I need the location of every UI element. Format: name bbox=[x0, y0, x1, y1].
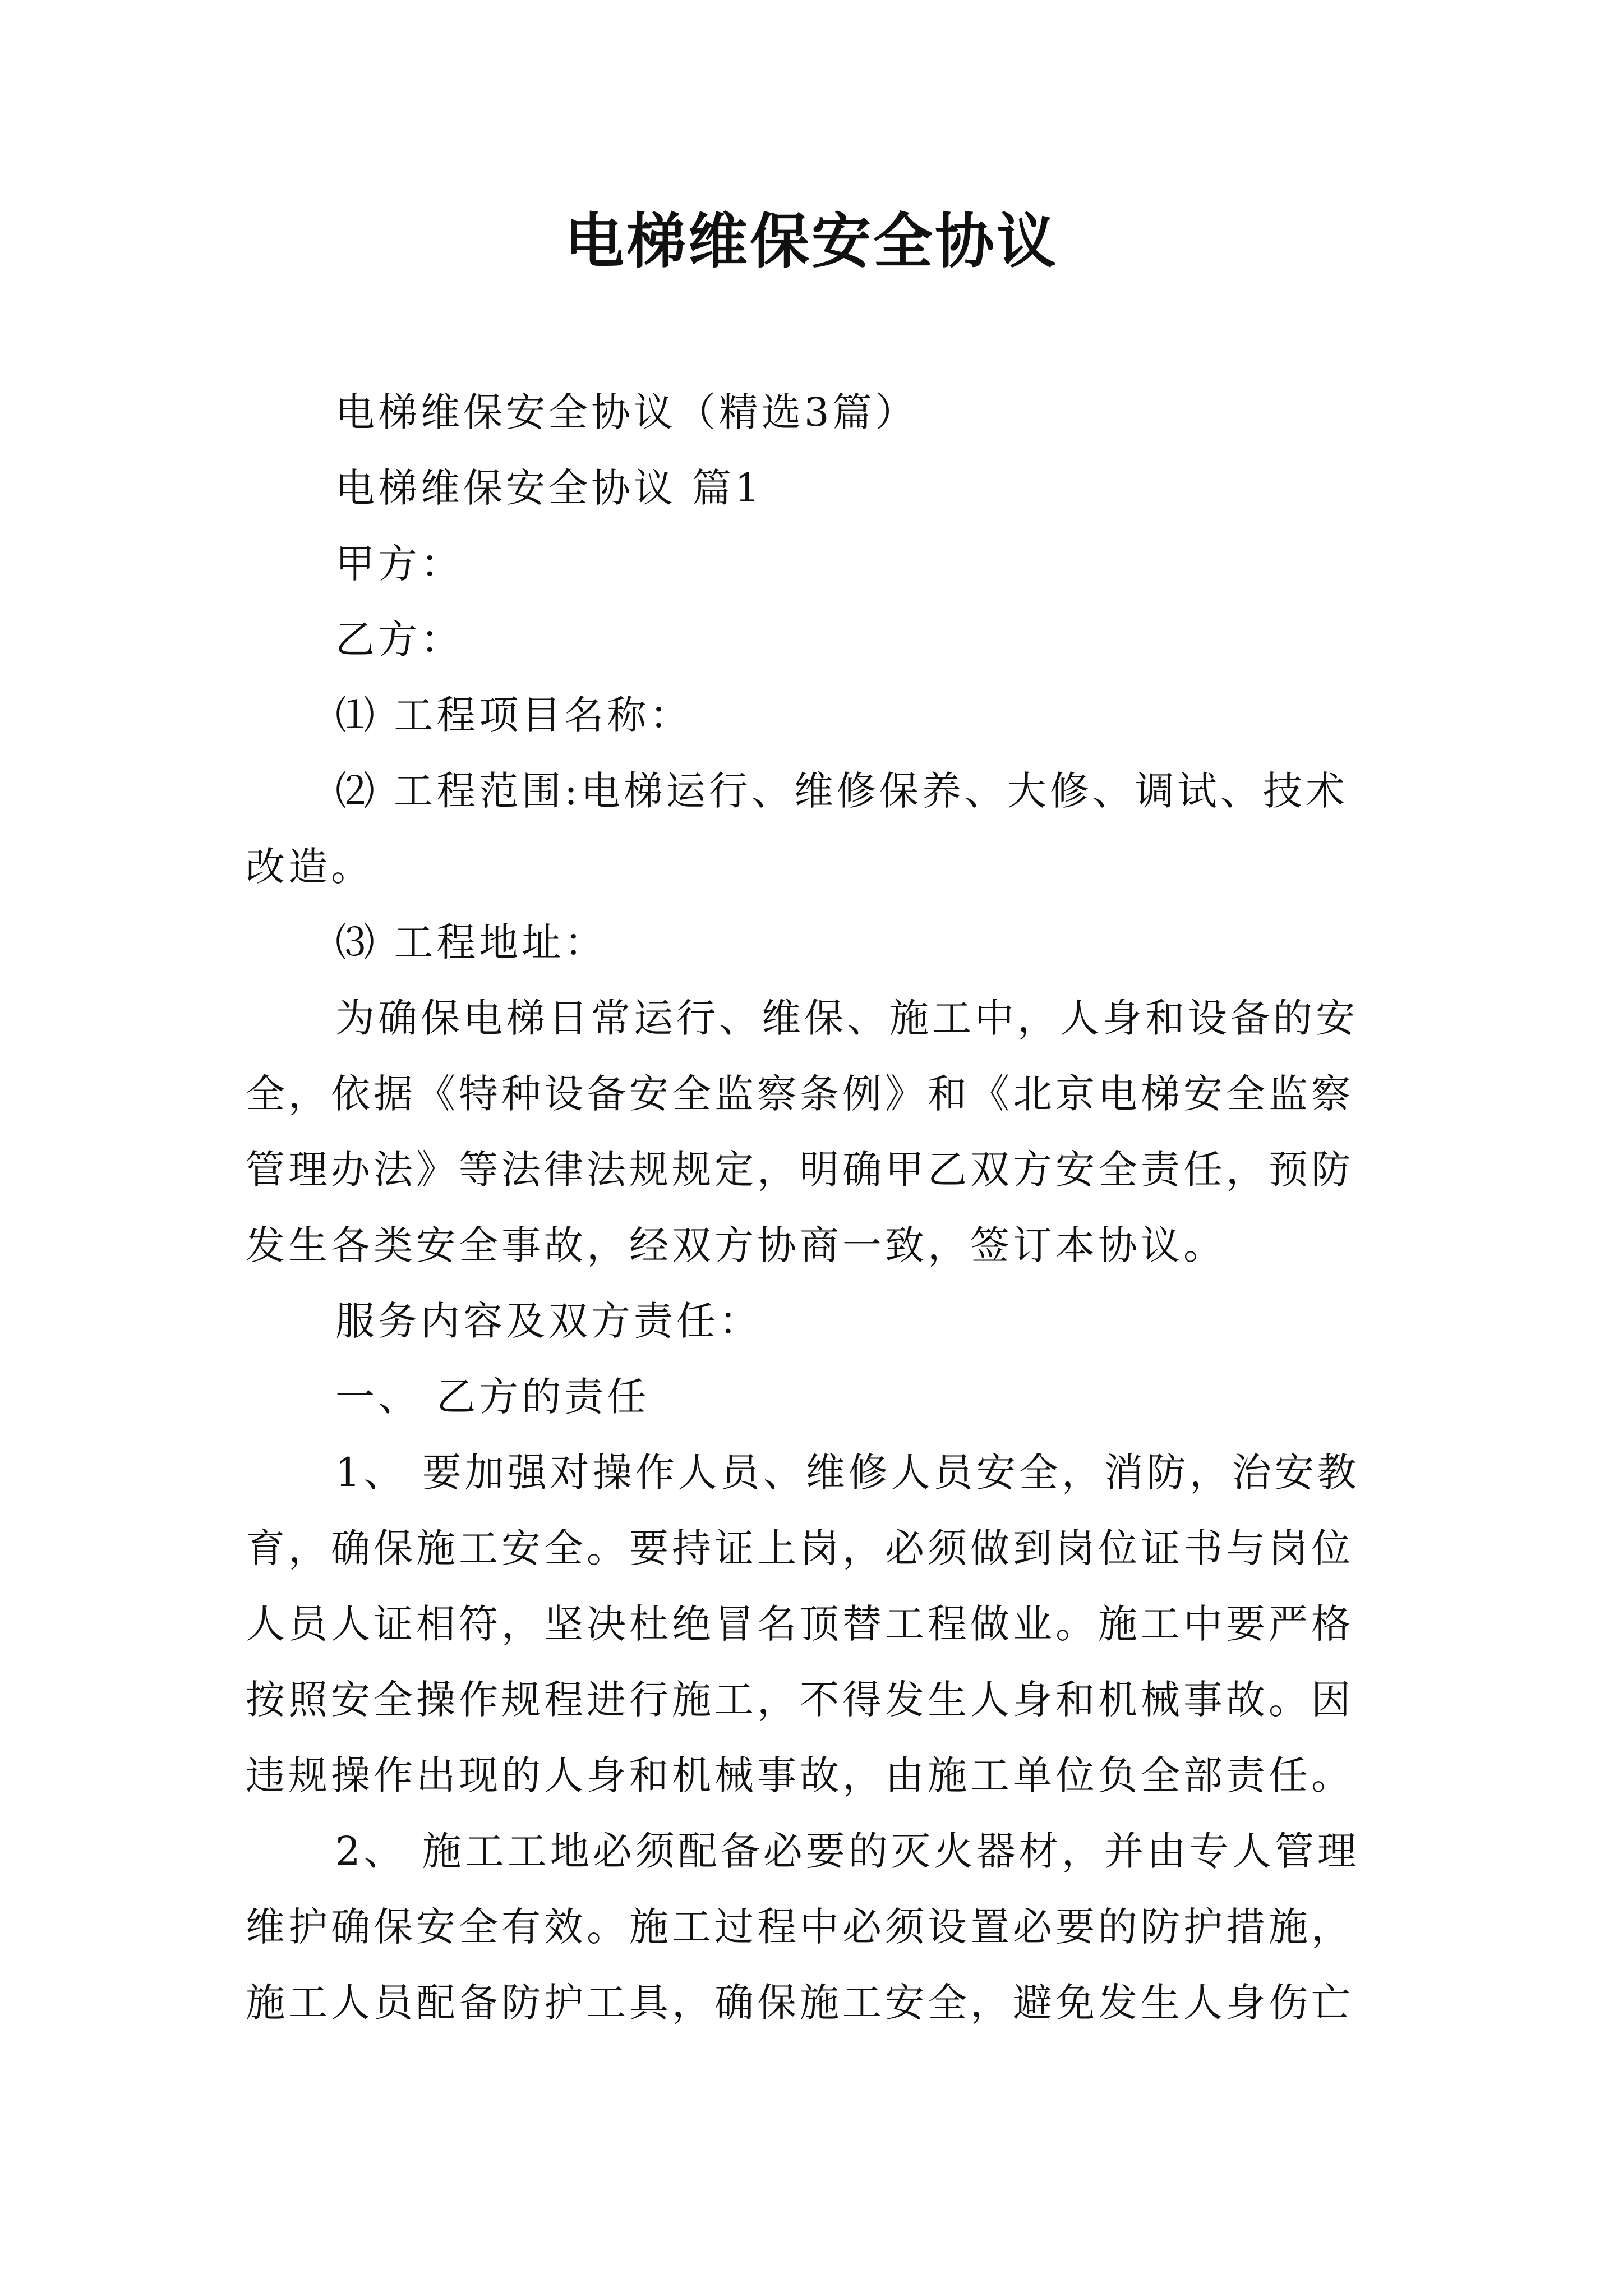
body-line: 2、 施工工地必须配备必要的灭火器材，并由专人管理 bbox=[335, 1828, 1360, 1874]
body-line: 改造。 bbox=[246, 844, 374, 890]
document-title: 电梯维保安全协议 bbox=[565, 206, 1058, 276]
project-name-field: ⑴ 工程项目名称： bbox=[335, 692, 693, 738]
body-line: 管理办法》等法律法规规定，明确甲乙双方安全责任，预防 bbox=[246, 1147, 1354, 1193]
body-line: 施工人员配备防护工具，确保施工安全，避免发生人身伤亡 bbox=[246, 1980, 1354, 2026]
section-heading: 服务内容及双方责任： bbox=[335, 1298, 762, 1344]
subtitle-line: 电梯维保安全协议（精选3篇） bbox=[335, 389, 918, 435]
party-a-field: 甲方： bbox=[335, 541, 463, 587]
body-line: 按照安全操作规程进行施工，不得发生人身和机械事故。因 bbox=[246, 1677, 1354, 1723]
body-line: ⑵ 工程范围:电梯运行、维修保养、大修、调试、技术 bbox=[335, 768, 1348, 814]
section-heading: 一、 乙方的责任 bbox=[335, 1374, 650, 1420]
body-line: 为确保电梯日常运行、维保、施工中，人身和设备的安 bbox=[335, 995, 1358, 1041]
body-line: 育，确保施工安全。要持证上岗，必须做到岗位证书与岗位 bbox=[246, 1525, 1354, 1571]
body-line: 发生各类安全事故，经双方协商一致，签订本协议。 bbox=[246, 1222, 1226, 1268]
section-heading: 电梯维保安全协议 篇1 bbox=[335, 465, 763, 511]
body-line: 违规操作出现的人身和机械事故，由施工单位负全部责任。 bbox=[246, 1752, 1354, 1798]
body-line: 人员人证相符，坚决杜绝冒名顶替工程做业。施工中要严格 bbox=[246, 1601, 1354, 1647]
body-line: 维护确保安全有效。施工过程中必须设置必要的防护措施， bbox=[246, 1904, 1354, 1950]
project-address-field: ⑶ 工程地址： bbox=[335, 919, 607, 965]
body-line: 全，依据《特种设备安全监察条例》和《北京电梯安全监察 bbox=[246, 1071, 1354, 1117]
body-line: 1、 要加强对操作人员、维修人员安全，消防，治安教 bbox=[335, 1450, 1360, 1496]
party-b-field: 乙方： bbox=[335, 616, 463, 662]
